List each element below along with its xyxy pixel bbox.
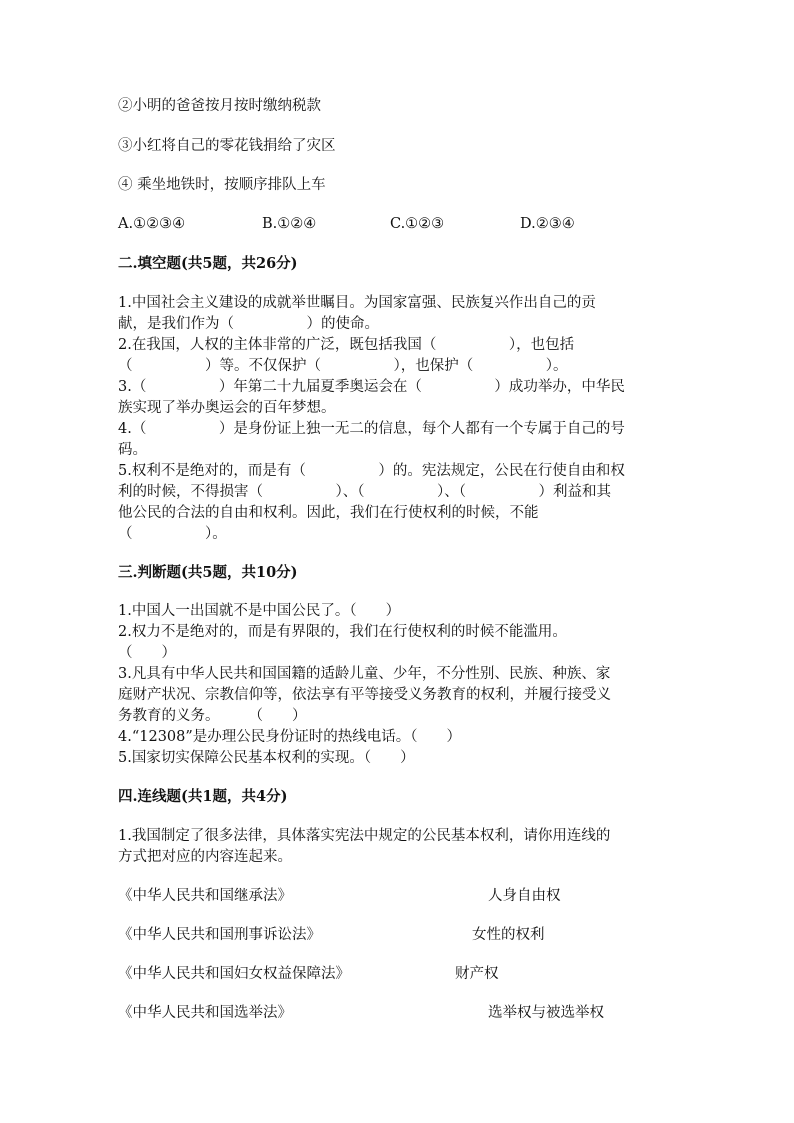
item-2: ②小明的爸爸按月按时缴纳税款: [118, 98, 321, 114]
fill-line: 码。: [118, 442, 147, 458]
fill-line: 利的时候，不得损害（ ）、（ ）、（ ）利益和其: [118, 484, 611, 500]
law-item: 《中华人民共和国刑事诉讼法》: [118, 927, 321, 943]
fill-line: （ ）。: [118, 526, 227, 542]
fill-line: 2.在我国，人权的主体非常的广泛，既包括我国（ ），也包括: [118, 337, 575, 353]
fill-line: 他公民的合法的自由和权利。因此，我们在行使权利的时候，不能: [118, 505, 539, 521]
law-item: 《中华人民共和国选举法》: [118, 1005, 292, 1021]
right-item: 选举权与被选举权: [488, 1005, 604, 1021]
section-2-heading: 二.填空题(共5题，共26分): [118, 255, 298, 272]
option-b: B.①②④: [262, 216, 317, 232]
option-a: A.①②③④: [118, 216, 186, 232]
judge-line: 庭财产状况、宗教信仰等，依法享有平等接受义务教育的权利，并履行接受义: [118, 687, 611, 703]
fill-line: 5.权利不是绝对的，而是有（ ）的。宪法规定，公民在行使自由和权: [118, 463, 625, 479]
right-item: 女性的权利: [472, 927, 545, 943]
section-3-heading: 三.判断题(共5题，共10分): [118, 564, 298, 581]
right-item: 人身自由权: [488, 888, 561, 904]
judge-line: （ ）: [118, 645, 176, 661]
law-item: 《中华人民共和国继承法》: [118, 888, 292, 904]
fill-line: 1.中国社会主义建设的成就举世瞩目。为国家富强、民族复兴作出自己的贡: [118, 295, 596, 311]
law-item: 《中华人民共和国妇女权益保障法》: [118, 966, 350, 982]
fill-line: 族实现了举办奥运会的百年梦想。: [118, 400, 336, 416]
matching-question: 1.我国制定了很多法律，具体落实宪法中规定的公民基本权利，请你用连线的: [118, 828, 611, 844]
matching-question: 方式把对应的内容连起来。: [118, 849, 292, 865]
judge-line: 务教育的义务。 （ ）: [118, 708, 307, 724]
option-c: C.①②③: [390, 216, 445, 232]
item-4: ④ 乘坐地铁时，按顺序排队上车: [118, 177, 326, 193]
judge-line: 2.权力不是绝对的，而是有界限的，我们在行使权利的时候不能滥用。: [118, 624, 567, 640]
judge-line: 4.“12308”是办理公民身份证时的热线电话。（ ）: [118, 729, 462, 745]
fill-line: 4.（ ）是身份证上独一无二的信息，每个人都有一个专属于自己的号: [118, 421, 625, 437]
right-item: 财产权: [455, 966, 499, 982]
item-3: ③小红将自己的零花钱捐给了灾区: [118, 138, 336, 154]
section-4-heading: 四.连线题(共1题，共4分): [118, 788, 288, 805]
fill-line: 3.（ ）年第二十九届夏季奥运会在（ ）成功举办，中华民: [118, 379, 625, 395]
judge-line: 3.凡具有中华人民共和国国籍的适龄儿童、少年，不分性别、民族、种族、家: [118, 666, 611, 682]
fill-line: 献，是我们作为（ ）的使命。: [118, 316, 379, 332]
fill-line: （ ）等。不仅保护（ ），也保护（ ）。: [118, 358, 568, 374]
judge-line: 5.国家切实保障公民基本权利的实现。（ ）: [118, 750, 415, 766]
option-d: D.②③④: [520, 216, 575, 232]
judge-line: 1.中国人一出国就不是中国公民了。（ ）: [118, 603, 401, 619]
